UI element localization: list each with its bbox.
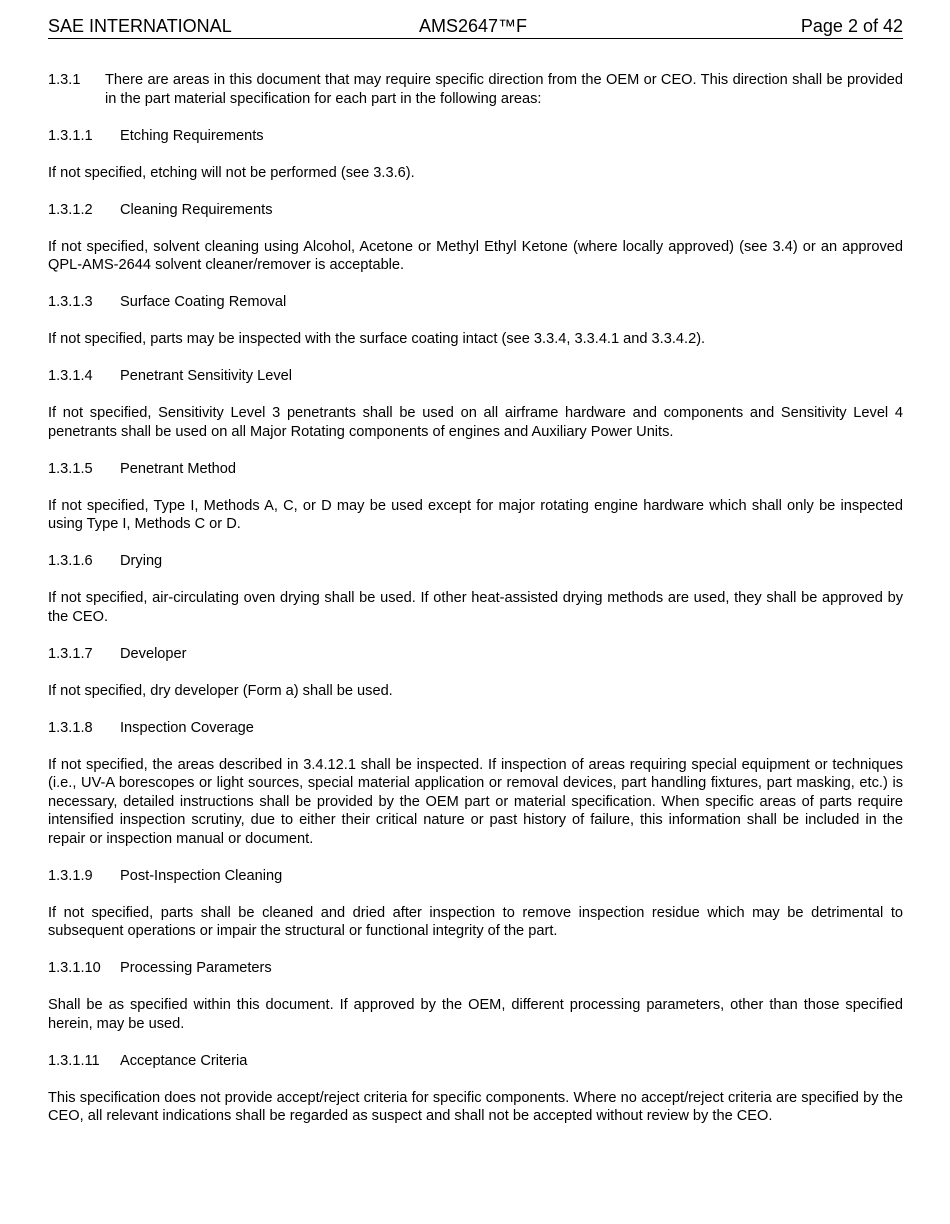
header-page-number: Page 2 of 42 [800,16,903,36]
subsection-heading [48,719,903,738]
subsection-title: Etching Requirements [120,127,264,144]
subsection-paragraph: If not specified, Sensitivity Level 3 penetrants shall be used on all airframe hardware and components and Sensitivity Level 4 penetrants shall be used on all Major Rotating components of engines and Auxiliary Power Units. [48,405,903,440]
subsection-heading [48,552,903,571]
subsection-title: Post-Inspection Cleaning [120,867,283,884]
subsection-title: Drying [120,553,163,569]
subsection-paragraph: If not specified, parts shall be cleaned and dried after inspection to remove inspection residue which may be detrimental to subsequent operations or impair the structural or functional integrity of the part. [48,904,903,939]
subsection-number: 1.3.1.10 [48,960,101,976]
subsection-title: Penetrant Method [120,460,237,477]
header-document-id: AMS2647™F [419,16,528,36]
subsection-number: 1.3.1.5 [48,460,93,477]
subsection-number: 1.3.1.3 [48,294,93,310]
header-organization: SAE INTERNATIONAL [48,16,232,36]
document-body [48,71,903,1126]
subsection-title: Acceptance Criteria [120,1052,248,1069]
subsection-paragraph: This specification does not provide accept/reject criteria for specific components. Where no accept/reject criteria are specified by the CEO, all relevant indications shall be regarded as suspect and shall not be accepted without review by the CEO. [48,1089,903,1124]
subsection-list [48,127,903,1126]
subsection-paragraph: If not specified, air-circulating oven drying shall be used. If other heat-assisted drying methods are used, they shall be approved by the CEO. [48,590,903,625]
subsection-paragraph: If not specified, solvent cleaning using Alcohol, Acetone or Methyl Ethyl Ketone (where locally approved) (see 3.4) or an approved QPL-AMS-2644 solvent cleaner/remover is acceptable. [48,238,903,273]
subsection-number: 1.3.1.11 [48,1052,100,1069]
subsection-number: 1.3.1.2 [48,201,93,218]
subsection-heading [48,201,903,220]
subsection-number: 1.3.1.8 [48,719,93,736]
subsection-heading [48,959,903,978]
subsection-paragraph: If not specified, etching will not be performed (see 3.3.6). [48,164,415,181]
section-text: There are areas in this document that may require specific direction from the OEM or CEO. This direction shall be provided in the part material specification for each part in the following areas: [105,72,903,107]
subsection-title: Penetrant Sensitivity Level [120,368,292,384]
subsection-title: Surface Coating Removal [120,294,287,310]
subsection-paragraph: If not specified, parts may be inspected with the surface coating intact (see 3.3.4, 3.3.4.1 and 3.3.4.2). [48,331,706,347]
subsection-title: Developer [120,645,187,662]
subsection-heading [48,293,903,312]
subsection-title: Inspection Coverage [120,719,254,736]
section-number: 1.3.1 [48,72,81,88]
section-intro [48,71,903,108]
subsection-paragraph: If not specified, Type I, Methods A, C, or D may be used except for major rotating engine hardware which shall only be inspected using Type I, Methods C or D. [48,497,903,532]
subsection-heading [48,867,903,886]
subsection-title: Cleaning Requirements [120,201,273,218]
subsection-number: 1.3.1.7 [48,645,93,662]
subsection-paragraph: If not specified, dry developer (Form a) shall be used. [48,682,393,699]
subsection-paragraph: If not specified, the areas described in 3.4.12.1 shall be inspected. If inspection of areas requiring special equipment or techniques (i.e., UV-A borescopes or light sources, special material application or removal devices, part handling fixtures, part masking, etc.) is necessary, detailed instructions shall be provided by the OEM part or material specification. When specific areas of parts require intensified inspection scrutiny, due to either their critical nature or past history of failure, this information shall be included in the repair or inspection manual or document. [48,756,903,847]
subsection-number: 1.3.1.6 [48,553,93,569]
subsection-heading [48,460,903,479]
subsection-heading [48,127,903,146]
subsection-heading [48,1052,903,1071]
subsection-number: 1.3.1.1 [48,127,93,144]
subsection-paragraph: Shall be as specified within this document. If approved by the OEM, different processing parameters, other than those specified herein, may be used. [48,997,903,1032]
subsection-heading [48,367,903,386]
subsection-title: Processing Parameters [120,960,272,976]
subsection-number: 1.3.1.9 [48,867,93,884]
page-header [48,14,903,39]
subsection-number: 1.3.1.4 [48,368,93,384]
document-page [48,14,903,1144]
subsection-heading [48,645,903,664]
